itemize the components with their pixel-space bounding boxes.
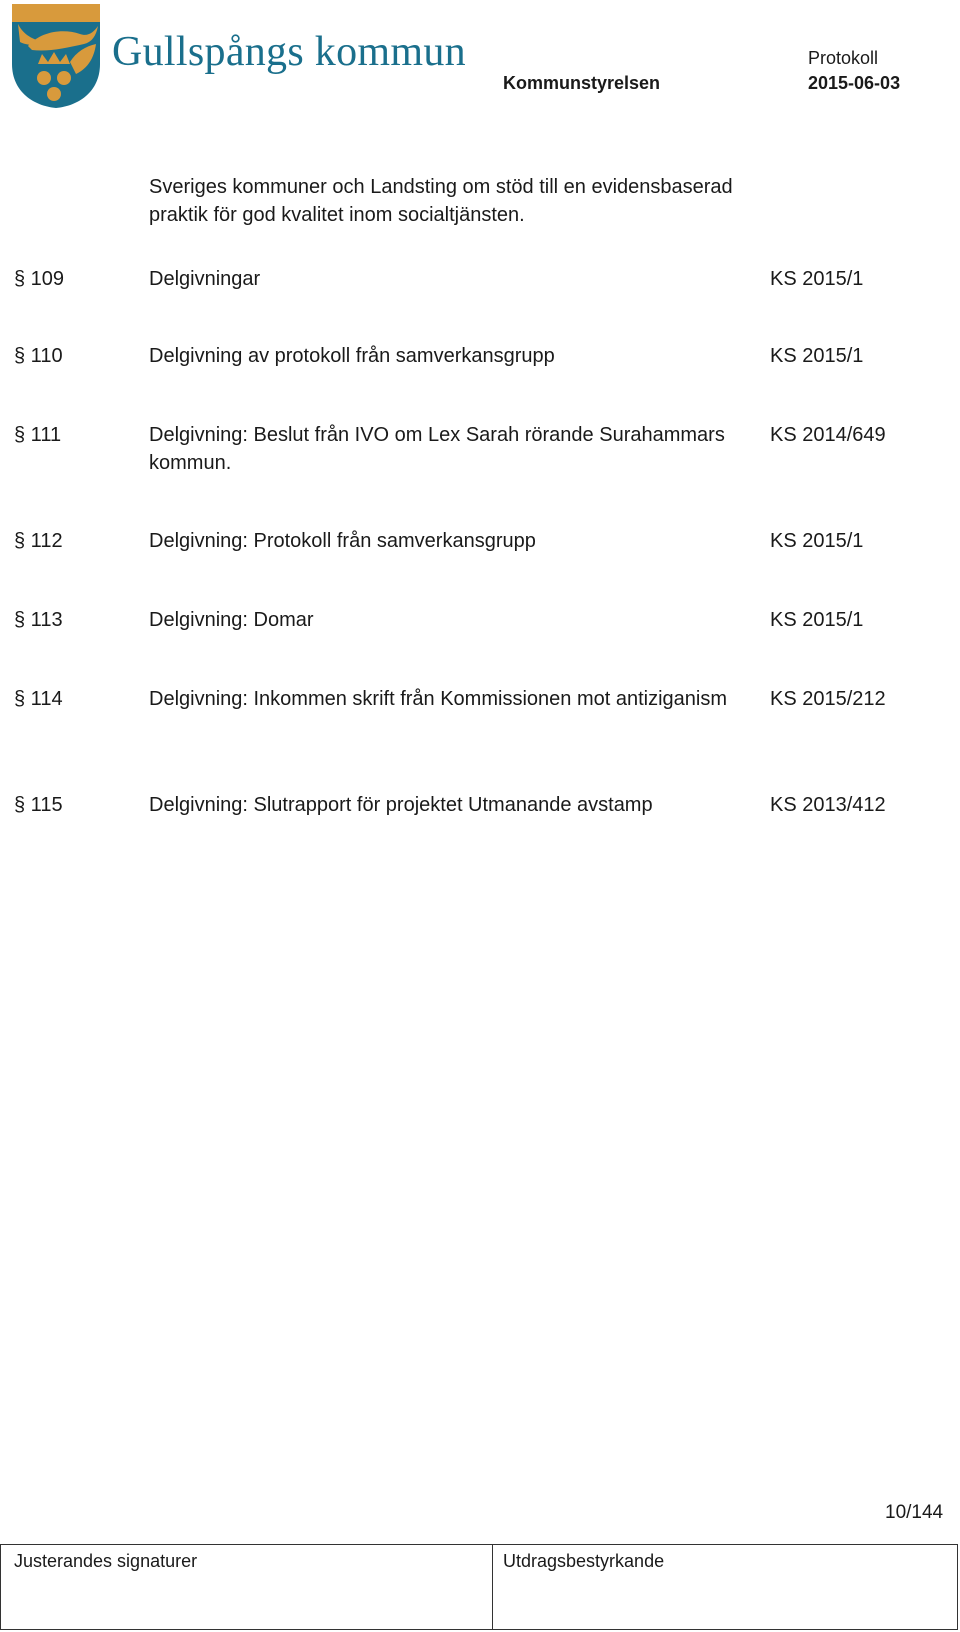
item-title: Delgivning: Domar <box>149 609 314 631</box>
section-number: § 111 <box>14 424 62 446</box>
case-reference: KS 2013/412 <box>770 794 886 816</box>
case-reference: KS 2015/212 <box>770 688 886 710</box>
case-reference: KS 2015/1 <box>770 609 864 631</box>
section-number: § 110 <box>14 345 63 367</box>
document-type: Protokoll <box>808 48 879 68</box>
item-title: Delgivningar <box>149 268 261 290</box>
section-number: § 113 <box>14 609 63 631</box>
issuing-body: Kommunstyrelsen <box>503 73 661 93</box>
municipality-name: Gullspångs kommun <box>112 29 466 75</box>
extract-certification-label: Utdragsbestyrkande <box>503 1551 665 1571</box>
page-number: 10/144 <box>885 1502 944 1523</box>
coat-of-arms-icon <box>10 2 102 110</box>
signature-divider <box>492 1545 493 1629</box>
section-number: § 114 <box>14 688 63 710</box>
section-number: § 112 <box>14 530 63 552</box>
meeting-date: 2015-06-03 <box>808 73 901 93</box>
item-title: Delgivning: Protokoll från samverkansgrupp <box>149 530 536 552</box>
item-title: Delgivning av protokoll från samverkansgrupp <box>149 345 555 367</box>
case-reference: KS 2014/649 <box>770 424 886 446</box>
signature-box <box>0 1544 958 1630</box>
item-title: Delgivning: Slutrapport för projektet Utmanande avstamp <box>149 794 653 816</box>
case-reference: KS 2015/1 <box>770 530 864 552</box>
case-reference: KS 2015/1 <box>770 268 864 290</box>
item-title: Delgivning: Inkommen skrift från Kommissionen mot antiziganism <box>149 688 727 710</box>
section-number: § 109 <box>14 268 65 290</box>
case-reference: KS 2015/1 <box>770 345 864 367</box>
justification-signatures-label: Justerandes signaturer <box>14 1551 198 1571</box>
item-title: Delgivning: Beslut från IVO om Lex Sarah rörande Surahammars kommun. <box>149 424 725 474</box>
section-number: § 115 <box>14 794 63 816</box>
intro-paragraph: Sveriges kommuner och Landsting om stöd till en evidensbaserad praktik för god kvalitet inom socialtjänsten. <box>149 176 733 226</box>
